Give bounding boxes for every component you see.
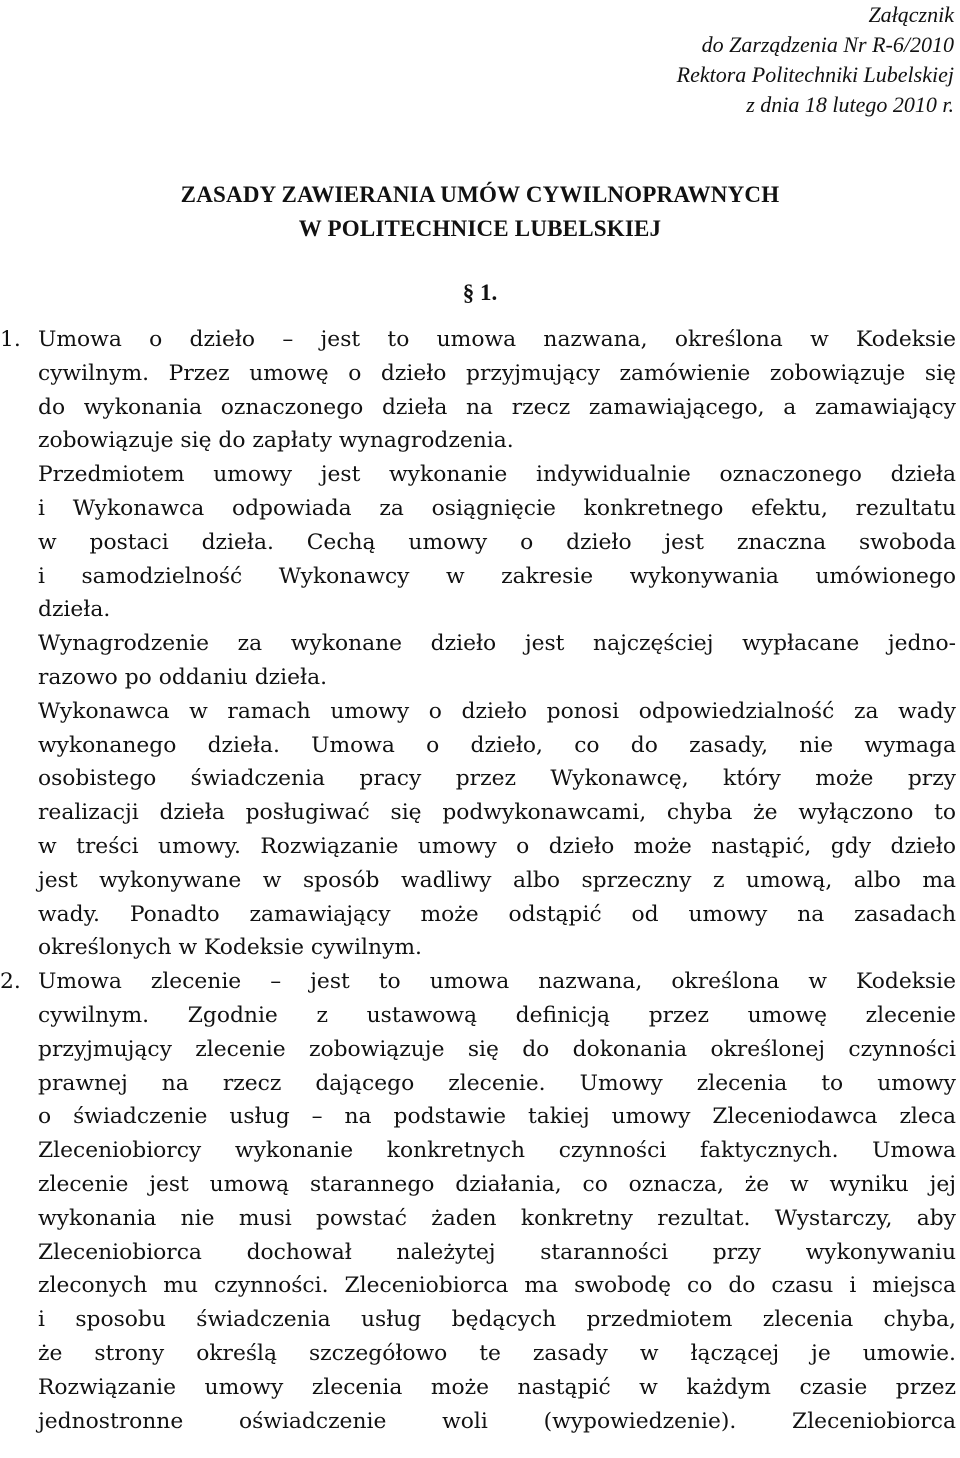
text-line: przyjmujący zlecenie zobowiązuje się do dokonania określonej czynności [38, 1036, 956, 1062]
paragraph-number: 2. [0, 969, 21, 995]
text-line: realizacji dzieła posługiwać się podwykonawcami, chyba że wyłączono to [38, 800, 956, 826]
attachment-line: Załącznik [868, 2, 954, 27]
text-line: Rozwiązanie umowy zlecenia może nastąpić w każdym czasie przez [38, 1374, 956, 1400]
text-line: razowo po oddaniu dzieła. [38, 664, 328, 690]
text-line: w postaci dzieła. Cechą umowy o dzieło jest znaczna swoboda [38, 529, 956, 555]
text-line: i Wykonawca odpowiada za osiągnięcie konkretnego efektu, rezultatu [38, 495, 956, 521]
text-line: w treści umowy. Rozwiązanie umowy o dzieło może nastąpić, gdy dzieło [38, 833, 956, 859]
text-line: i samodzielność Wykonawcy w zakresie wykonywania umówionego [38, 563, 956, 589]
text-line: że strony określą szczegółowo te zasady w łączącej je umowie. [38, 1340, 956, 1366]
text-line: dzieła. [38, 597, 111, 623]
title-line-2: W POLITECHNICE LUBELSKIEJ [298, 216, 662, 241]
text-line: Wykonawca w ramach umowy o dzieło ponosi odpowiedzialność za wady [38, 698, 956, 724]
paragraph-text [38, 323, 956, 965]
attachment-line: Rektora Politechniki Lubelskiej [676, 62, 954, 87]
text-line: zobowiązuje się do zapłaty wynagrodzenia. [38, 428, 514, 454]
text-line: cywilnym. Przez umowę o dzieło przyjmujący zamówienie zobowiązuje się [38, 360, 956, 386]
text-line: Umowa o dzieło – jest to umowa nazwana, określona w Kodeksie [38, 327, 956, 352]
text-line: zleconych mu czynności. Zleceniobiorca ma swobodę co do czasu i miejsca [38, 1273, 956, 1299]
attachment-line: do Zarządzenia Nr R-6/2010 [701, 32, 954, 57]
text-line: o świadczenie usług – na podstawie takiej umowy Zleceniodawca zleca [38, 1104, 956, 1130]
numbered-paragraph [0, 323, 960, 965]
numbered-paragraph [0, 965, 960, 1438]
text-line: Umowa zlecenie – jest to umowa nazwana, określona w Kodeksie [38, 969, 956, 995]
text-line: Zleceniobiorcy wykonanie konkretnych czynności faktycznych. Umowa [38, 1138, 956, 1164]
text-line: cywilnym. Zgodnie z ustawową definicją przez umowę zlecenie [38, 1002, 956, 1028]
text-line: i sposobu świadczenia usług będących przedmiotem zlecenia chyba, [38, 1307, 956, 1333]
text-line: określonych w Kodeksie cywilnym. [38, 935, 422, 961]
text-line: do wykonania oznaczonego dzieła na rzecz zamawiającego, a zamawiający [38, 394, 956, 420]
text-line: osobistego świadczenia pracy przez Wykonawcę, który może przy [38, 766, 956, 792]
text-line: Przedmiotem umowy jest wykonanie indywidualnie oznaczonego dzieła [38, 462, 956, 488]
text-line: jednostronne oświadczenie woli (wypowiedzenie). Zleceniobiorca [38, 1408, 956, 1434]
text-line: Wynagrodzenie za wykonane dzieło jest najczęściej wypłacane jedno- [38, 631, 956, 657]
document-body [0, 323, 960, 1438]
attachment-header [677, 0, 954, 120]
title-line-1: ZASADY ZAWIERANIA UMÓW CYWILNOPRAWNYCH [180, 182, 780, 207]
section-heading: § 1. [462, 280, 498, 305]
text-line: wady. Ponadto zamawiający może odstąpić od umowy na zasadach [38, 901, 956, 927]
document-title [0, 178, 960, 246]
paragraph-text [38, 965, 956, 1438]
text-line: prawnej na rzecz dającego zlecenie. Umowy zlecenia to umowy [38, 1070, 956, 1096]
text-line: jest wykonywane w sposób wadliwy albo sprzeczny z umową, albo ma [38, 867, 956, 893]
paragraph-number: 1. [0, 327, 21, 352]
text-line: Zleceniobiorca dochował należytej staranności przy wykonywaniu [38, 1239, 956, 1265]
text-line: wykonania nie musi powstać żaden konkretny rezultat. Wystarczy, aby [38, 1205, 956, 1231]
text-line: wykonanego dzieła. Umowa o dzieło, co do zasady, nie wymaga [38, 732, 956, 758]
attachment-line: z dnia 18 lutego 2010 r. [746, 92, 954, 117]
text-line: zlecenie jest umową starannego działania, co oznacza, że w wyniku jej [38, 1171, 956, 1197]
